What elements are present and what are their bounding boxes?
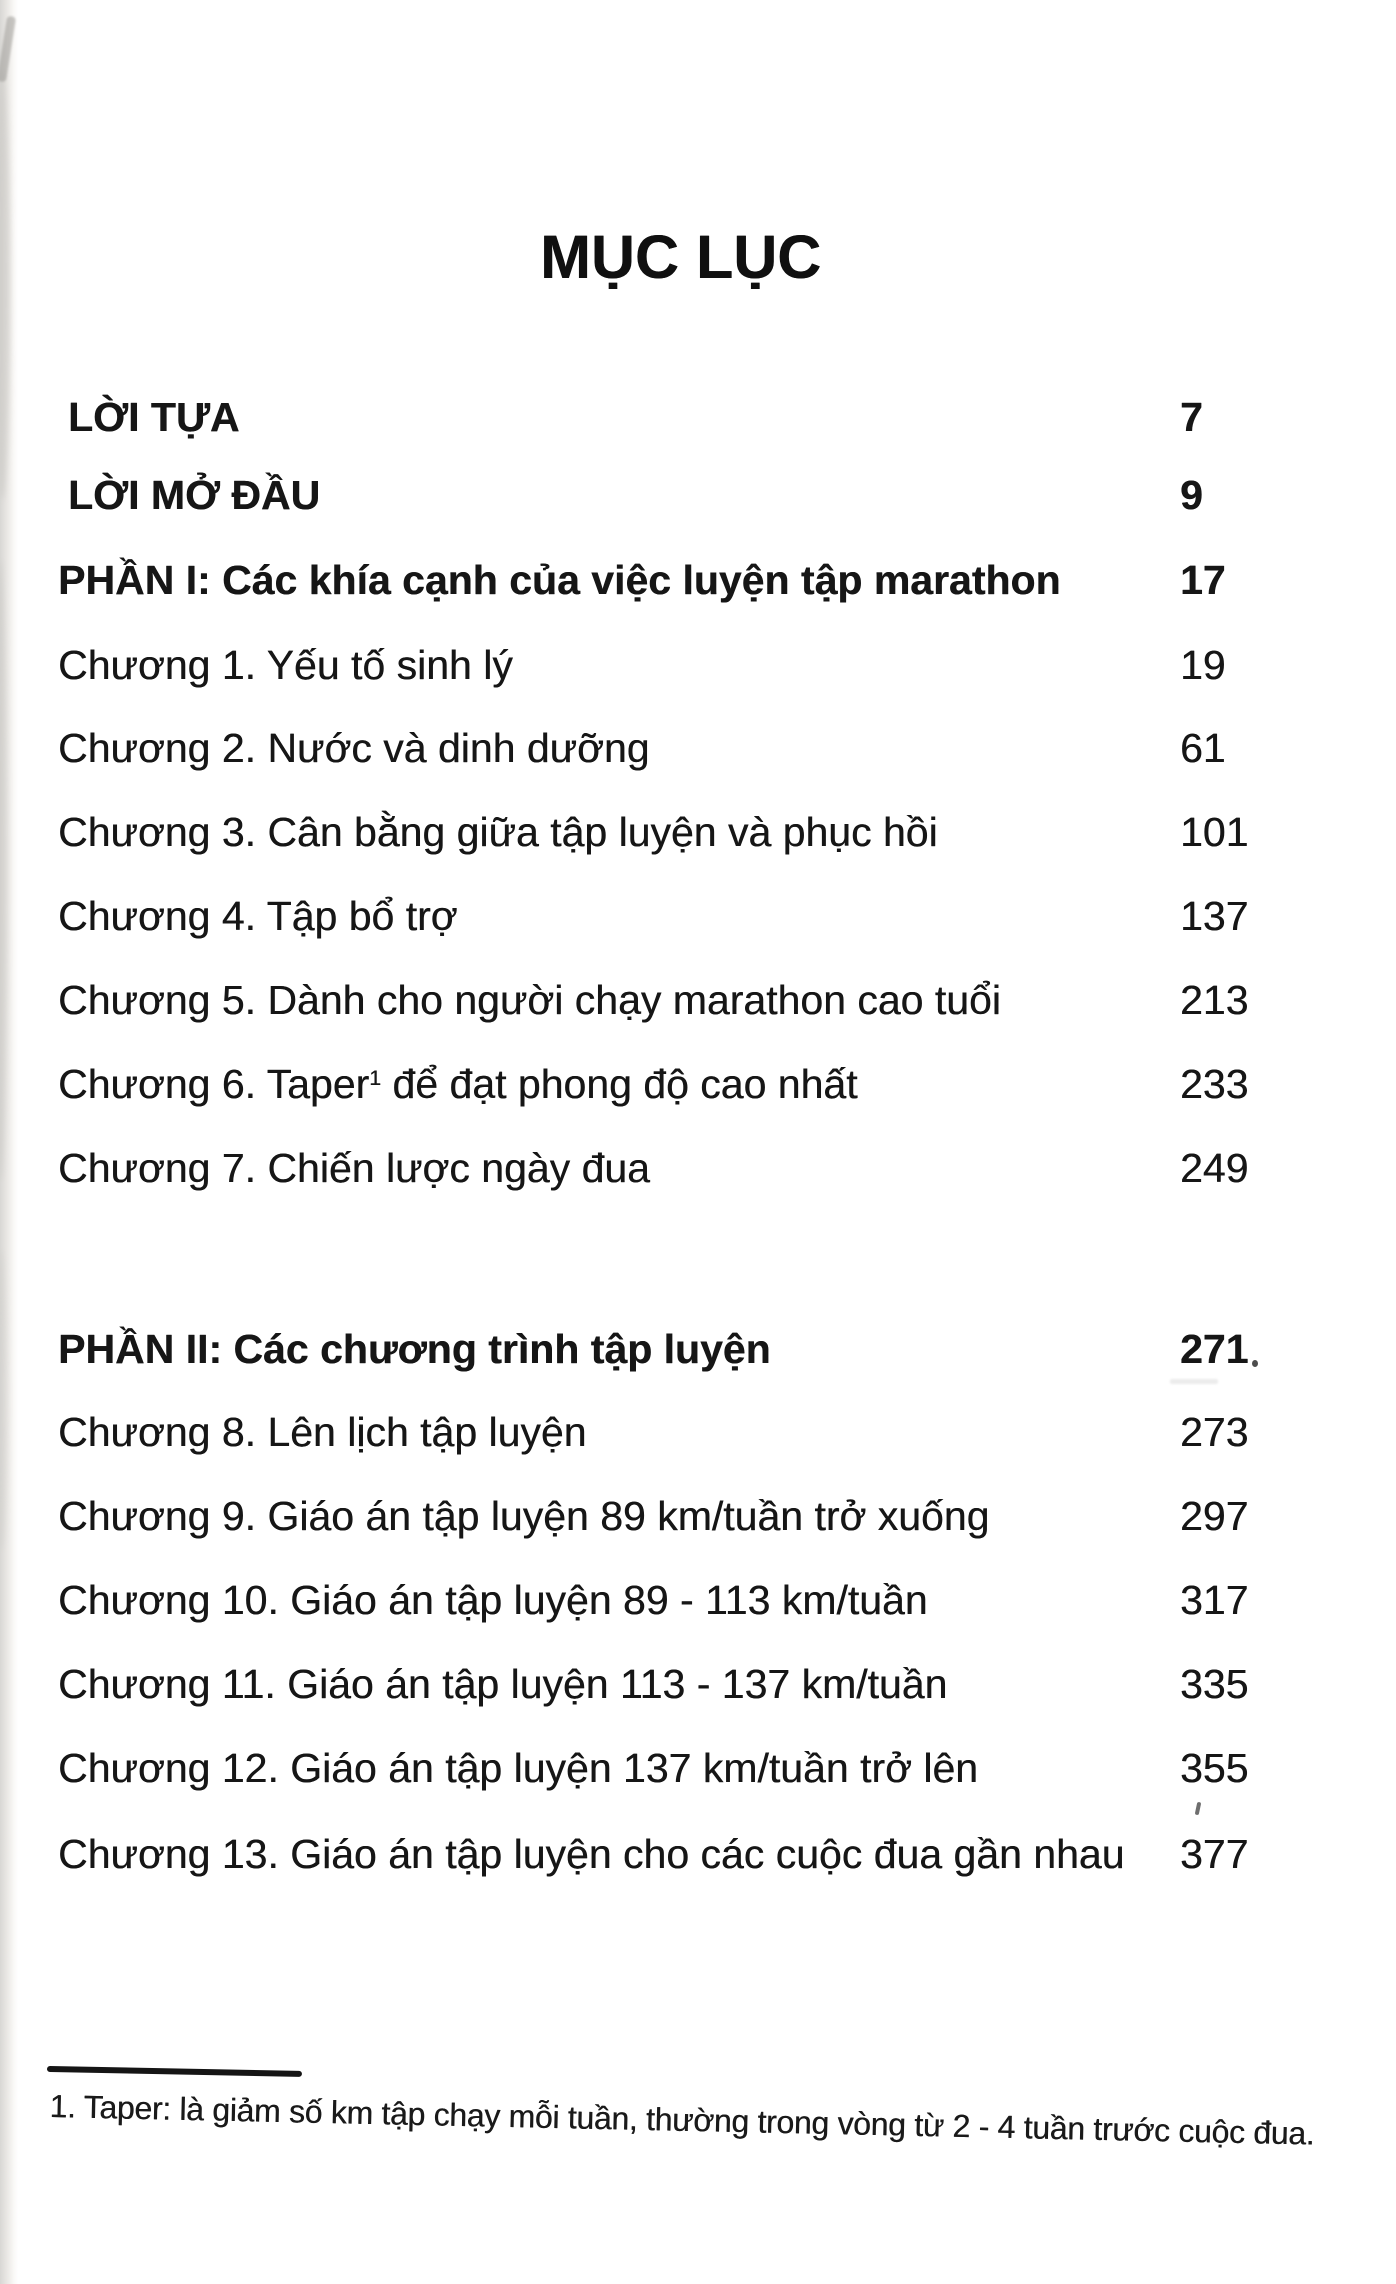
toc-entry	[58, 642, 1396, 703]
toc-entry-page: 213	[1180, 977, 1249, 1023]
toc-entry	[58, 893, 1396, 954]
toc-entry-label: LỜI TỰA	[68, 394, 240, 440]
scan-speck	[1170, 1379, 1218, 1384]
toc-entry-label: Chương 3. Cân bằng giữa tập luyện và phục hồi	[58, 809, 938, 855]
toc-entry	[58, 977, 1396, 1038]
toc-entry-page: 297	[1180, 1493, 1249, 1539]
toc-entry	[58, 557, 1396, 618]
toc-entry-page: 19	[1180, 642, 1226, 688]
toc-entry-page: 17	[1180, 557, 1226, 603]
toc-entry	[58, 1145, 1396, 1206]
toc-entry	[58, 394, 1396, 455]
toc-entry-label: Chương 5. Dành cho người chạy marathon cao tuổi	[58, 977, 1001, 1023]
footnote-separator	[47, 2066, 302, 2077]
toc-entry-page: 101	[1180, 809, 1249, 855]
scan-speck	[1252, 1360, 1258, 1367]
toc-entry-label: Chương 11. Giáo án tập luyện 113 - 137 km/tuần	[58, 1661, 948, 1707]
toc-entry-page: 233	[1180, 1061, 1249, 1107]
toc-entry-label: PHẦN II: Các chương trình tập luyện	[58, 1326, 771, 1372]
toc-entry-page: 61	[1180, 725, 1226, 771]
toc-entry	[58, 809, 1396, 870]
toc-entry-label: Chương 9. Giáo án tập luyện 89 km/tuần trở xuống	[58, 1493, 990, 1539]
toc-entry-page: 7	[1180, 394, 1203, 440]
toc-entry-page: 9	[1180, 472, 1203, 518]
toc-entry	[58, 1409, 1396, 1470]
toc-entry-label: Chương 6. Taper$^1$ để đạt phong độ cao nhất	[58, 1061, 858, 1107]
toc-entry-label: Chương 1. Yếu tố sinh lý	[58, 642, 513, 688]
toc-entry-label: LỜI MỞ ĐẦU	[68, 472, 321, 518]
toc-entry-label: Chương 12. Giáo án tập luyện 137 km/tuần trở lên	[58, 1745, 978, 1791]
toc-entry-label: Chương 13. Giáo án tập luyện cho các cuộc đua gần nhau	[58, 1831, 1125, 1877]
toc-entry	[58, 472, 1396, 533]
toc-entry-page: 137	[1180, 893, 1249, 939]
toc-entry	[58, 1493, 1396, 1554]
toc-entry	[58, 1061, 1396, 1122]
toc-entry-page: 317	[1180, 1577, 1249, 1623]
toc-entry-page: 355	[1180, 1745, 1249, 1791]
toc-entry-page: 335	[1180, 1661, 1249, 1707]
toc-entry-label: Chương 7. Chiến lược ngày đua	[58, 1145, 650, 1191]
toc-entry-label: Chương 8. Lên lịch tập luyện	[58, 1409, 587, 1455]
toc-entry	[58, 725, 1396, 786]
footnote-marker: 1	[369, 1065, 382, 1090]
toc-entry-label: Chương 2. Nước và dinh dưỡng	[58, 725, 650, 771]
toc-entry-page: 377	[1180, 1831, 1249, 1877]
toc-entry-page: 249	[1180, 1145, 1249, 1191]
toc-entry-page: 273	[1180, 1409, 1249, 1455]
toc-entry	[58, 1745, 1396, 1806]
toc-entry-label: PHẦN I: Các khía cạnh của việc luyện tập marathon	[58, 557, 1061, 603]
toc-entry-label: Chương 4. Tập bổ trợ	[58, 893, 458, 939]
toc-entry	[58, 1831, 1396, 1892]
page-title: MỤC LỤC	[540, 223, 822, 291]
toc-entry	[58, 1577, 1396, 1638]
toc-entry-label: Chương 10. Giáo án tập luyện 89 - 113 km/tuần	[58, 1577, 928, 1623]
toc-entry-page: 271	[1180, 1326, 1249, 1372]
footnote: 1. Taper: là giảm số km tập chạy mỗi tuần, thường trong vòng từ 2 - 4 tuần trước cuộc đua.	[49, 2087, 1315, 2152]
toc-entry	[58, 1661, 1396, 1722]
